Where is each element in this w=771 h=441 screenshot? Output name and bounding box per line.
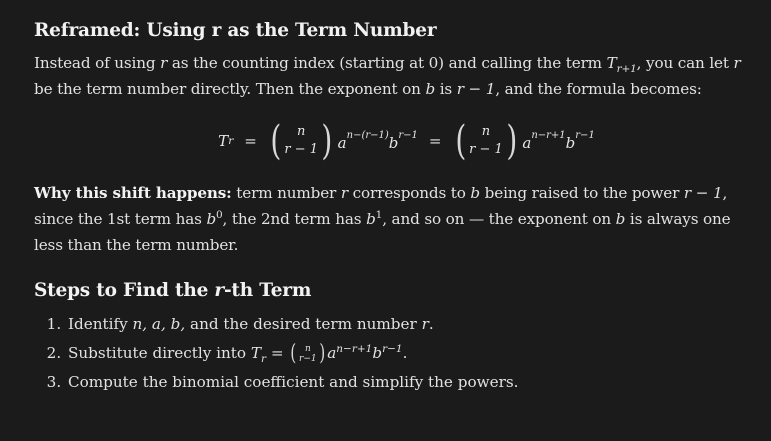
display-formula: T r = ( n r − 1 ) $a^{n-(r-1)}b^{r-1}$ = ( n r − 1 ) $a^{n-r+1}b^{r-1}$: [218, 118, 595, 164]
document-body: [34, 18, 749, 397]
binomial-coefficient: ( n r − 1 ): [454, 118, 518, 164]
intro-paragraph: Instead of using r as the counting index (starting at 0) and calling the term $T_{r+1}$, you can let r be the term number directly. Then the exponent on b is r − 1, and the formula becomes:: [34, 54, 741, 98]
list-item: 2. Substitute directly into $T_r$ = ( n r−1 ) $a^{n-r+1}b^{r-1}$.: [66, 339, 749, 368]
formula-lhs: T: [218, 132, 229, 150]
why-paragraph: Why this shift happens: term number r corresponds to b being raised to the power r − 1, since the 1st term has $b^0$, the 2nd term has $b^1$, and so on — the exponent on b is always one less than the term number.: [34, 184, 731, 254]
heading-text: Reframed: Using r as the Term Number: [34, 20, 437, 41]
binomial-coefficient: ( n r − 1 ): [270, 118, 333, 164]
section-heading-steps: Steps to Find the r-th Term: [34, 280, 312, 301]
power-term: $a^{n-(r-1)}b^{r-1}$: [337, 130, 418, 152]
power-term: $a^{n-r+1}b^{r-1}$: [522, 130, 595, 152]
binomial-coefficient: ( n r−1 ): [290, 341, 325, 366]
steps-list: [34, 310, 749, 397]
list-item: 3. Compute the binomial coefficient and simplify the powers.: [66, 368, 749, 397]
section-heading-reframed: [34, 18, 749, 44]
list-item: 1. Identify n, a, b, and the desired term number r.: [66, 310, 749, 339]
